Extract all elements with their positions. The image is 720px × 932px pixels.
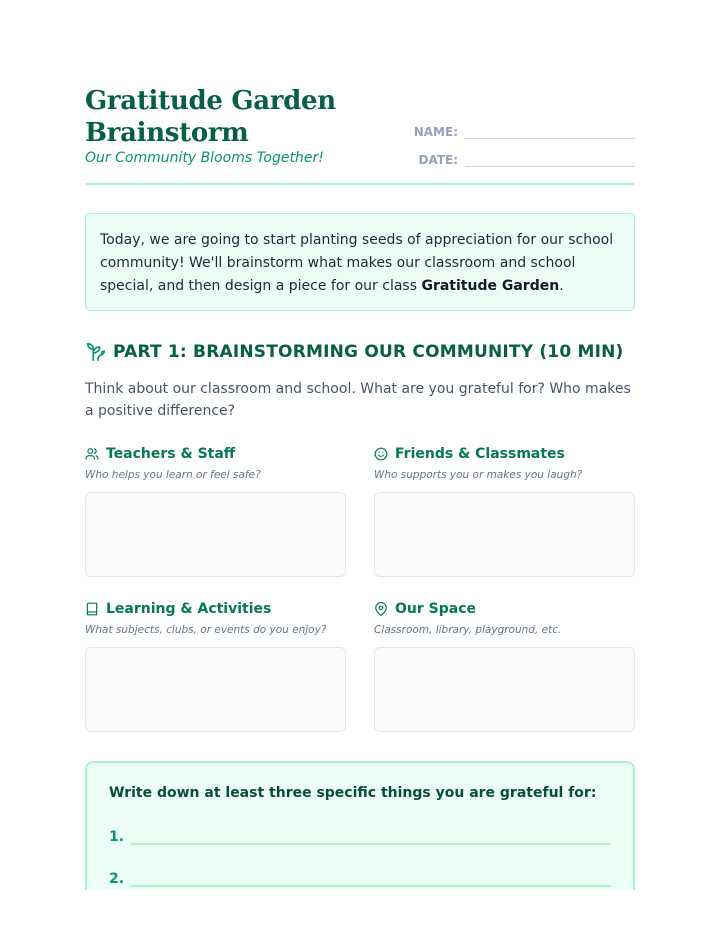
page-title-line-2: Brainstorm [85,118,249,148]
list-item-number: 1. [109,829,125,845]
learning-activities-answer-box[interactable] [85,647,346,732]
page-bottom-crop [0,890,720,932]
category-learning-activities [85,599,346,732]
list-item [109,821,611,845]
part1-title: PART 1: BRAINSTORMING OUR COMMUNITY (10 MIN) [113,342,624,362]
category-title: Learning & Activities [106,601,272,617]
date-input-line[interactable] [465,149,635,167]
category-our-space [374,599,635,732]
category-hint: Who helps you learn or feel safe? [85,469,261,481]
category-hint: Classroom, library, playground, etc. [374,624,562,636]
intro-text: Today, we are going to start planting seeds of appreciation for our school community! We'll brainstorm what makes our classroom and school special, and then design a piece for our class [100,232,614,294]
category-title: Teachers & Staff [106,446,236,462]
category-title: Friends & Classmates [395,446,565,462]
our-space-answer-box[interactable] [374,647,635,732]
map-pin-icon [374,602,388,616]
teachers-staff-answer-box[interactable] [85,492,346,577]
date-field [412,149,635,167]
category-teachers-staff [85,444,346,577]
name-input-line[interactable] [465,121,635,139]
intro-bold-text: Gratitude Garden [421,278,560,294]
date-label: DATE: [418,153,458,167]
page-title [85,85,336,149]
name-label: NAME: [413,125,458,139]
list-item-write-line[interactable] [131,869,611,887]
category-title: Our Space [395,601,476,617]
users-icon [85,447,99,461]
worksheet-page [85,0,635,932]
worksheet-header [85,85,635,185]
book-icon [85,602,99,616]
part1-instructions: Think about our classroom and school. What are you grateful for? Who makes a positive difference? [85,381,631,419]
category-friends-classmates [374,444,635,577]
intro-text-end: . [559,278,564,294]
friends-classmates-answer-box[interactable] [374,492,635,577]
category-hint: Who supports you or makes you laugh? [374,469,583,481]
category-hint: What subjects, clubs, or events do you enjoy? [85,624,327,636]
list-item-write-line[interactable] [131,827,611,845]
name-field [412,121,635,139]
sprout-icon [85,341,107,363]
part1-heading [85,341,624,363]
list-item [109,863,611,887]
list-item-number: 2. [109,871,125,887]
smile-icon [374,447,388,461]
page-subtitle: Our Community Blooms Together! [85,150,324,166]
intro-callout [85,213,635,311]
page-title-line-1: Gratitude Garden [85,86,336,116]
gratitude-list-prompt: Write down at least three specific things you are grateful for: [109,785,597,801]
